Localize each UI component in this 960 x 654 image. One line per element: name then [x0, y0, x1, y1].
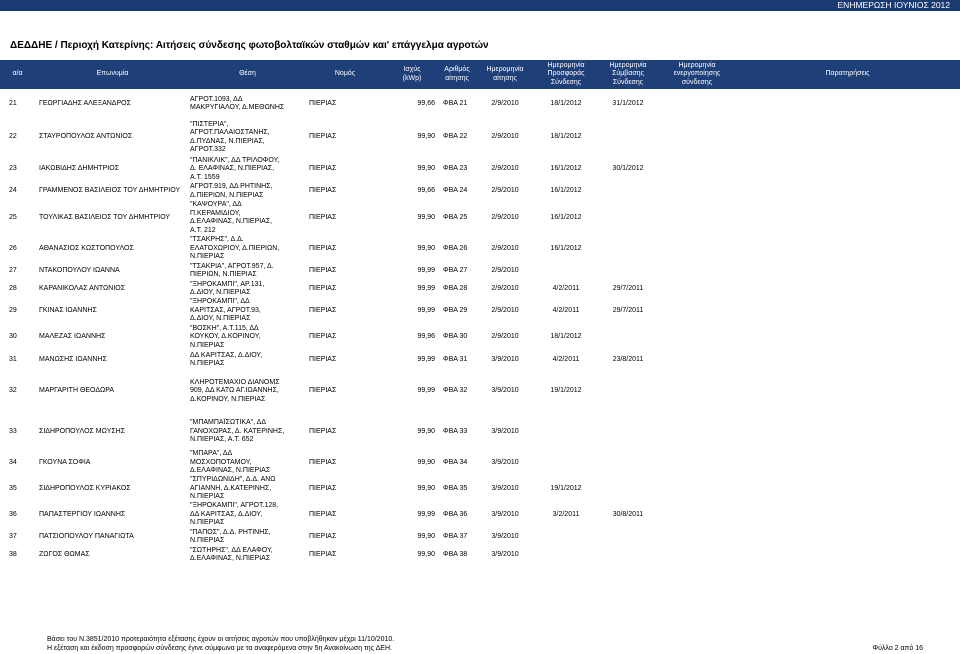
- cell-contract-date: 23/8/2011: [612, 355, 644, 363]
- table-row: [0, 369, 960, 414]
- cell-app-date: 2/9/2010: [491, 133, 519, 141]
- cell-notes: [735, 528, 960, 546]
- cell-notes: [735, 298, 960, 324]
- cell-position: ΚΛΗΡΟΤΕΜΑΧΙΟ ΔΙΑΝΟΜΣ 909, ΔΔ ΚΑΤΩ ΑΓ.ΙΩΑΝΝΗΣ, Δ.ΚΟΡΙΝΟΥ, Ν.ΠΙΕΡΙΑΣ: [190, 378, 280, 403]
- cell-power: 99,99: [417, 387, 435, 395]
- cell-notes: [735, 351, 960, 369]
- cell-app-no: ΦΒΑ 27: [443, 266, 468, 274]
- cell-position: "ΚΑΨΟΥΡΑ", ΔΔ Π.ΚΕΡΑΜΙΔΙΟΥ, Δ.ΕΛΑΦΙΝΑΣ, Ν.ΠΙΕΡΙΑΣ, Α.Τ. 212: [190, 201, 273, 234]
- cell-offer-date: 16/1/2012: [550, 187, 582, 195]
- table-header-row: [0, 60, 960, 89]
- cell-contract-date: 30/1/2012: [612, 165, 644, 173]
- cell-app-no: ΦΒΑ 38: [443, 550, 468, 558]
- cell-power: 99,90: [417, 550, 435, 558]
- cell-app-date: 3/9/2010: [491, 387, 519, 395]
- cell-contract-date: 29/7/2011: [612, 284, 644, 292]
- cell-prefecture: ΠΙΕΡΙΑΣ: [309, 244, 337, 252]
- cell-notes: [735, 89, 960, 119]
- cell-position: "ΣΠΥΡΙΔΩΝΙΔΗ", Δ.Δ. ΑΝΩ ΑΓΙΑΝΝΗ, Δ.ΚΑΤΕΡΙΝΗΣ, Ν.ΠΙΕΡΙΑΣ: [190, 476, 276, 501]
- cell-aa: 32: [9, 387, 17, 395]
- cell-aa: 30: [9, 333, 17, 341]
- cell-prefecture: ΠΙΕΡΙΑΣ: [309, 458, 337, 466]
- cell-power: 99,90: [417, 244, 435, 252]
- cell-notes: [735, 414, 960, 450]
- cell-app-date: 2/9/2010: [491, 187, 519, 195]
- cell-app-date: 2/9/2010: [491, 266, 519, 274]
- table-row: [0, 546, 960, 564]
- cell-position: "ΜΠΑΡΑ", ΔΔ ΜΟΣΧΟΠΟΤΑΜΟΥ, Δ.ΕΛΑΦΙΝΑΣ, Ν.ΠΙΕΡΙΑΣ: [190, 450, 271, 475]
- cell-name: ΤΟΥΛΙΚΑΣ ΒΑΣΙΛΕΙΟΣ ΤΟΥ ΔΗΜΗΤΡΙΟΥ: [39, 213, 171, 221]
- cell-name: ΓΚΙΝΑΣ ΙΩΑΝΝΗΣ: [39, 306, 97, 314]
- cell-power: 99,99: [417, 284, 435, 292]
- cell-name: ΣΙΔΗΡΟΠΟΥΛΟΣ ΚΥΡΙΑΚΟΣ: [39, 484, 131, 492]
- cell-activation-date: [659, 351, 735, 369]
- cell-contract-date: 30/8/2011: [612, 510, 644, 518]
- cell-app-date: 3/9/2010: [491, 484, 519, 492]
- cell-position: "ΠΑΠΟΣ", Δ.Δ. ΡΗΤΙΝΗΣ, Ν.ΠΙΕΡΙΑΣ: [190, 528, 271, 544]
- cell-activation-date: [659, 236, 735, 262]
- column-header: Επωνυμία: [35, 60, 190, 89]
- cell-contract-date: [597, 236, 659, 262]
- cell-activation-date: [659, 280, 735, 298]
- cell-aa: 29: [9, 306, 17, 314]
- column-header: α/α: [0, 60, 35, 89]
- cell-app-date: 2/9/2010: [491, 333, 519, 341]
- cell-aa: 24: [9, 187, 17, 195]
- table-row: [0, 450, 960, 476]
- page-title: ΔΕΔΔΗΕ / Περιοχή Κατερίνης: Αιτήσεις σύνδεσης φωτοβολταϊκών σταθμών και' επάγγελμα αγροτών: [10, 40, 489, 51]
- cell-activation-date: [659, 528, 735, 546]
- cell-prefecture: ΠΙΕΡΙΑΣ: [309, 333, 337, 341]
- cell-notes: [735, 546, 960, 564]
- cell-power: 99,99: [417, 306, 435, 314]
- cell-position: "ΣΩΤΗΡΗΣ", ΔΔ ΕΛΑΦΟΥ, Δ.ΕΛΑΦΙΝΑΣ, Ν.ΠΙΕΡΙΑΣ: [190, 546, 273, 562]
- cell-activation-date: [659, 89, 735, 119]
- cell-app-no: ΦΒΑ 25: [443, 213, 468, 221]
- cell-offer-date: 18/1/2012: [550, 333, 582, 341]
- footer-note: [47, 635, 394, 653]
- cell-position: "ΜΠΑΜΠΑΪΣΩΤΙΚΑ", ΔΔ ΓΑΝΟΧΩΡΑΣ, Δ. ΚΑΤΕΡΙΝΗΣ, Ν.ΠΙΕΡΙΑΣ, Α.Τ. 652: [190, 419, 285, 444]
- cell-contract-date: [597, 450, 659, 476]
- cell-offer-date: 18/1/2012: [550, 133, 582, 141]
- column-header: Ημερομηνία Σύμβασης Σύνδεσης: [597, 60, 659, 89]
- cell-contract-date: [597, 324, 659, 351]
- cell-prefecture: ΠΙΕΡΙΑΣ: [309, 187, 337, 195]
- cell-name: ΚΑΡΑΝΙΚΟΛΑΣ ΑΝΤΩΝΙΟΣ: [39, 284, 126, 292]
- cell-power: 99,99: [417, 510, 435, 518]
- column-header: Νομός: [305, 60, 385, 89]
- cell-prefecture: ΠΙΕΡΙΑΣ: [309, 266, 337, 274]
- cell-position: "ΒΟΣΚΗ", Α.Τ.115, ΔΔ ΚΟΥΚΟΥ, Δ.ΚΟΡΙΝΟΥ, Ν.ΠΙΕΡΙΑΣ: [190, 324, 261, 349]
- cell-notes: [735, 502, 960, 528]
- cell-notes: [735, 324, 960, 351]
- table-row: [0, 528, 960, 546]
- cell-prefecture: ΠΙΕΡΙΑΣ: [309, 99, 337, 107]
- cell-power: 99,66: [417, 187, 435, 195]
- table-row: [0, 351, 960, 369]
- cell-app-no: ΦΒΑ 36: [443, 510, 468, 518]
- cell-app-date: 2/9/2010: [491, 244, 519, 252]
- cell-name: ΠΑΤΣΙΟΠΟΥΛΟΥ ΠΑΝΑΓΙΩΤΑ: [39, 532, 134, 540]
- cell-app-no: ΦΒΑ 29: [443, 306, 468, 314]
- cell-name: ΓΡΑΜΜΕΝΟΣ ΒΑΣΙΛΕΙΟΣ ΤΟΥ ΔΗΜΗΤΡΙΟΥ: [39, 187, 181, 195]
- cell-notes: [735, 156, 960, 183]
- cell-app-no: ΦΒΑ 31: [443, 355, 468, 363]
- cell-position: "ΞΗΡΟΚΑΜΠΙ", ΔΔ ΚΑΡΙΤΣΑΣ, ΑΓΡΟΤ.93, Δ.ΔΙΟΥ, Ν.ΠΙΕΡΙΑΣ: [190, 298, 261, 323]
- cell-aa: 33: [9, 427, 17, 435]
- cell-app-no: ΦΒΑ 37: [443, 532, 468, 540]
- cell-activation-date: [659, 119, 735, 156]
- cell-position: ΑΓΡΟΤ.919, ΔΔ ΡΗΤΙΝΗΣ, Δ.ΠΙΕΡΙΩΝ, Ν.ΠΙΕΡΙΑΣ: [190, 183, 273, 199]
- cell-activation-date: [659, 200, 735, 236]
- cell-prefecture: ΠΙΕΡΙΑΣ: [309, 306, 337, 314]
- cell-activation-date: [659, 262, 735, 280]
- cell-prefecture: ΠΙΕΡΙΑΣ: [309, 427, 337, 435]
- cell-contract-date: [597, 119, 659, 156]
- cell-prefecture: ΠΙΕΡΙΑΣ: [309, 510, 337, 518]
- cell-contract-date: [597, 414, 659, 450]
- cell-offer-date: 4/2/2011: [552, 284, 580, 292]
- cell-aa: 35: [9, 484, 17, 492]
- cell-offer-date: 19/1/2012: [550, 484, 582, 492]
- cell-app-no: ΦΒΑ 30: [443, 333, 468, 341]
- table-row: [0, 236, 960, 262]
- cell-app-date: 2/9/2010: [491, 306, 519, 314]
- cell-name: ΑΘΑΝΑΣΙΟΣ ΚΩΣΤΟΠΟΥΛΟΣ: [39, 244, 134, 252]
- cell-notes: [735, 262, 960, 280]
- cell-position: ΔΔ ΚΑΡΙΤΣΑΣ, Δ.ΔΙΟΥ, Ν.ΠΙΕΡΙΑΣ: [190, 351, 263, 367]
- cell-aa: 23: [9, 165, 17, 173]
- cell-aa: 25: [9, 213, 17, 221]
- cell-contract-date: 31/1/2012: [612, 99, 644, 107]
- cell-offer-date: 19/1/2012: [550, 387, 582, 395]
- cell-position: "ΞΗΡΟΚΑΜΠΙ", ΑΓΡΟΤ.128, ΔΔ ΚΑΡΙΤΣΑΣ, Δ.ΔΙΟΥ, Ν.ΠΙΕΡΙΑΣ: [190, 502, 279, 527]
- cell-name: ΣΙΔΗΡΟΠΟΥΛΟΣ ΜΩΥΣΗΣ: [39, 427, 126, 435]
- cell-name: ΠΑΠΑΣΤΕΡΓΙΟΥ ΙΩΑΝΝΗΣ: [39, 510, 126, 518]
- cell-app-date: 2/9/2010: [491, 213, 519, 221]
- table-row: [0, 298, 960, 324]
- cell-app-no: ΦΒΑ 26: [443, 244, 468, 252]
- cell-power: 99,90: [417, 213, 435, 221]
- column-header: Ημερομηνία ενεργοποίησης σύνδεσης: [659, 60, 735, 89]
- cell-position: "ΞΗΡΟΚΑΜΠΙ", ΑΡ.131, Δ.ΔΙΟΥ, Ν.ΠΙΕΡΙΑΣ: [190, 280, 265, 296]
- cell-name: ΜΑΝΩΣΗΣ ΙΩΑΝΝΗΣ: [39, 355, 107, 363]
- table-row: [0, 156, 960, 183]
- cell-offer-date: 18/1/2012: [550, 99, 582, 107]
- table-row: [0, 280, 960, 298]
- cell-activation-date: [659, 298, 735, 324]
- page-number: Φύλλο 2 από 16: [872, 645, 923, 652]
- cell-notes: [735, 280, 960, 298]
- cell-aa: 37: [9, 532, 17, 540]
- cell-aa: 27: [9, 266, 17, 274]
- cell-notes: [735, 476, 960, 502]
- cell-aa: 36: [9, 510, 17, 518]
- column-header: Ημερομηνία Προσφοράς Σύνδεσης: [535, 60, 597, 89]
- cell-activation-date: [659, 546, 735, 564]
- cell-notes: [735, 450, 960, 476]
- cell-offer-date: 16/1/2012: [550, 213, 582, 221]
- cell-contract-date: 29/7/2011: [612, 306, 644, 314]
- cell-activation-date: [659, 414, 735, 450]
- cell-power: 99,90: [417, 133, 435, 141]
- cell-activation-date: [659, 502, 735, 528]
- cell-app-date: 2/9/2010: [491, 284, 519, 292]
- table-row: [0, 119, 960, 156]
- cell-offer-date: [535, 414, 597, 450]
- cell-contract-date: [597, 262, 659, 280]
- cell-offer-date: 4/2/2011: [552, 306, 580, 314]
- cell-power: 99,90: [417, 458, 435, 466]
- cell-notes: [735, 200, 960, 236]
- cell-app-date: 2/9/2010: [491, 165, 519, 173]
- cell-contract-date: [597, 200, 659, 236]
- table-row: [0, 89, 960, 119]
- cell-aa: 26: [9, 244, 17, 252]
- column-header: Θέση: [190, 60, 305, 89]
- cell-contract-date: [597, 528, 659, 546]
- cell-prefecture: ΠΙΕΡΙΑΣ: [309, 532, 337, 540]
- cell-app-date: 3/9/2010: [491, 550, 519, 558]
- table-row: [0, 183, 960, 200]
- cell-power: 99,99: [417, 355, 435, 363]
- cell-contract-date: [597, 183, 659, 200]
- cell-name: ΜΑΛΕΖΑΣ ΙΩΑΝΝΗΣ: [39, 333, 106, 341]
- cell-app-date: 3/9/2010: [491, 458, 519, 466]
- cell-activation-date: [659, 324, 735, 351]
- cell-power: 99,99: [417, 266, 435, 274]
- cell-app-date: 3/9/2010: [491, 427, 519, 435]
- cell-aa: 28: [9, 284, 17, 292]
- cell-offer-date: 16/1/2012: [550, 165, 582, 173]
- cell-prefecture: ΠΙΕΡΙΑΣ: [309, 165, 337, 173]
- cell-position: "ΠΑΝΙΚΛΙΚ", ΔΔ ΤΡΙΛΟΦΟΥ, Δ. ΕΛΑΦΙΝΑΣ, Ν.ΠΙΕΡΙΑΣ, Α.Τ. 1559: [190, 156, 280, 181]
- cell-aa: 21: [9, 99, 17, 107]
- cell-position: "ΤΣΑΚΡΙΑ", ΑΓΡΟΤ.957, Δ. ΠΙΕΡΙΩΝ, Ν.ΠΙΕΡΙΑΣ: [190, 262, 274, 278]
- cell-name: ΖΩΓΟΣ ΘΩΜΑΣ: [39, 550, 90, 558]
- cell-app-no: ΦΒΑ 35: [443, 484, 468, 492]
- cell-aa: 38: [9, 550, 17, 558]
- cell-name: ΙΑΚΩΒΙΔΗΣ ΔΗΜΗΤΡΙΟΣ: [39, 165, 120, 173]
- cell-power: 99,90: [417, 484, 435, 492]
- cell-offer-date: 3/2/2011: [552, 510, 580, 518]
- cell-position: "ΠΙΣΤΕΡΙΑ", ΑΓΡΟΤ.ΠΑΛΑΙΟΣΤΑΝΗΣ, Δ.ΠΥΔΝΑΣ, Ν.ΠΙΕΡΙΑΣ, ΑΓΡΟΤ.332: [190, 120, 270, 153]
- cell-notes: [735, 236, 960, 262]
- cell-app-no: ΦΒΑ 33: [443, 427, 468, 435]
- cell-prefecture: ΠΙΕΡΙΑΣ: [309, 387, 337, 395]
- cell-power: 99,90: [417, 532, 435, 540]
- footer-note-line-1: Βάσει του Ν.3851/2010 προτεραιότητα εξέτασης έχουν οι αιτήσεις αγροτών που υποβλήθηκαν μέχρι 11/10/2010.: [47, 636, 395, 643]
- cell-app-no: ΦΒΑ 23: [443, 165, 468, 173]
- cell-app-no: ΦΒΑ 28: [443, 284, 468, 292]
- table-row: [0, 324, 960, 351]
- cell-app-no: ΦΒΑ 21: [443, 99, 468, 107]
- cell-contract-date: [597, 476, 659, 502]
- cell-prefecture: ΠΙΕΡΙΑΣ: [309, 355, 337, 363]
- footer-note-line-2: Η εξέταση και έκδοση προσφορών σύνδεσης έγινε σύμφωνα με τα αναφερόμενα στην 5η Ανακοίνωση της ΔΕΗ.: [47, 645, 392, 652]
- cell-activation-date: [659, 450, 735, 476]
- cell-prefecture: ΠΙΕΡΙΑΣ: [309, 284, 337, 292]
- update-note: ΕΝΗΜΕΡΩΣΗ ΙΟΥΝΙΟΣ 2012: [837, 0, 950, 10]
- cell-name: ΜΑΡΓΑΡΙΤΗ ΘΕΟΔΩΡΑ: [39, 387, 115, 395]
- cell-power: 99,96: [417, 333, 435, 341]
- cell-contract-date: [597, 369, 659, 414]
- table-body: [0, 89, 960, 564]
- requests-table: [0, 60, 960, 564]
- cell-contract-date: [597, 546, 659, 564]
- cell-prefecture: ΠΙΕΡΙΑΣ: [309, 133, 337, 141]
- cell-app-no: ΦΒΑ 34: [443, 458, 468, 466]
- cell-offer-date: [535, 450, 597, 476]
- top-bar: [0, 0, 960, 11]
- cell-offer-date: [535, 262, 597, 280]
- cell-name: ΓΚΟΥΝΑ ΣΟΦΙΑ: [39, 458, 91, 466]
- cell-power: 99,90: [417, 165, 435, 173]
- table-row: [0, 476, 960, 502]
- cell-name: ΓΕΩΡΓΙΑΔΗΣ ΑΛΕΞΑΝΔΡΟΣ: [39, 99, 131, 107]
- cell-notes: [735, 119, 960, 156]
- cell-prefecture: ΠΙΕΡΙΑΣ: [309, 484, 337, 492]
- cell-offer-date: 4/2/2011: [552, 355, 580, 363]
- cell-app-date: 3/9/2010: [491, 355, 519, 363]
- cell-offer-date: [535, 546, 597, 564]
- cell-prefecture: ΠΙΕΡΙΑΣ: [309, 213, 337, 221]
- cell-app-date: 2/9/2010: [491, 99, 519, 107]
- cell-offer-date: 16/1/2012: [550, 244, 582, 252]
- cell-activation-date: [659, 476, 735, 502]
- cell-prefecture: ΠΙΕΡΙΑΣ: [309, 550, 337, 558]
- table-row: [0, 200, 960, 236]
- cell-name: ΣΤΑΥΡΟΠΟΥΛΟΣ ΑΝΤΩΝΙΟΣ: [39, 133, 133, 141]
- column-header: Αριθμός αίτησης: [439, 60, 475, 89]
- cell-notes: [735, 369, 960, 414]
- column-header: Ημερομηνία αίτησης: [475, 60, 535, 89]
- cell-offer-date: [535, 528, 597, 546]
- cell-power: 99,90: [417, 427, 435, 435]
- table-row: [0, 262, 960, 280]
- cell-app-no: ΦΒΑ 22: [443, 133, 468, 141]
- cell-activation-date: [659, 183, 735, 200]
- table-row: [0, 414, 960, 450]
- cell-activation-date: [659, 369, 735, 414]
- table-row: [0, 502, 960, 528]
- column-header: Παρατηρήσεις: [735, 60, 960, 89]
- cell-power: 99,66: [417, 99, 435, 107]
- cell-position: "ΤΣΑΚΡΗΣ", Δ.Δ. ΕΛΑΤΟΧΩΡΙΟΥ, Δ.ΠΙΕΡΙΩΝ, Ν.ΠΙΕΡΙΑΣ: [190, 236, 280, 261]
- cell-position: ΑΓΡΟΤ.1093, ΔΔ ΜΑΚΡΥΓΙΑΛΟΥ, Δ.ΜΕΘΩΝΗΣ: [190, 95, 285, 111]
- cell-aa: 22: [9, 133, 17, 141]
- cell-aa: 34: [9, 458, 17, 466]
- cell-app-no: ΦΒΑ 24: [443, 187, 468, 195]
- cell-name: ΝΤΑΚΟΠΟΥΛΟΥ ΙΩΑΝΝΑ: [39, 266, 120, 274]
- cell-activation-date: [659, 156, 735, 183]
- cell-app-date: 3/9/2010: [491, 532, 519, 540]
- cell-aa: 31: [9, 355, 17, 363]
- cell-notes: [735, 183, 960, 200]
- column-header: Ισχύς (kWp): [385, 60, 439, 89]
- cell-app-no: ΦΒΑ 32: [443, 387, 468, 395]
- cell-app-date: 3/9/2010: [491, 510, 519, 518]
